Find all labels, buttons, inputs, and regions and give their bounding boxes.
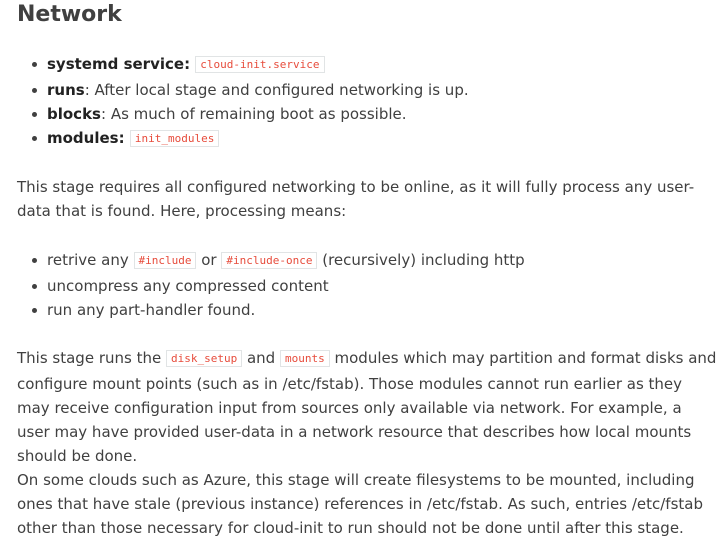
list-item bbox=[47, 126, 469, 152]
item-label: modules bbox=[47, 129, 119, 147]
item-separator: : bbox=[100, 105, 111, 123]
paragraph: On some clouds such as Azure, this stage will create filesystems to be mounted, including ones that have stale (previous instance) references in /etc/fstab. As such, entries /etc/fstab other than those necessary for cloud-init to run should not be done until after this stage. bbox=[17, 471, 703, 537]
inline-code: cloud-init.service bbox=[195, 56, 324, 73]
processing-list bbox=[47, 248, 525, 322]
inline-code: #include bbox=[134, 252, 197, 269]
item-separator: : bbox=[118, 129, 130, 147]
list-item bbox=[47, 52, 469, 78]
list-item bbox=[47, 78, 469, 102]
list-item: run any part-handler found. bbox=[47, 298, 525, 322]
paragraph: This stage requires all configured networking to be online, as it will fully process any user-data that is found. Here, processing means: bbox=[17, 178, 695, 220]
inline-code: #include-once bbox=[221, 252, 317, 269]
item-text: retrive any bbox=[47, 251, 134, 269]
item-text: (recursively) including http bbox=[317, 251, 525, 269]
item-label: runs bbox=[47, 81, 85, 99]
paragraph bbox=[17, 346, 717, 468]
paragraph-text: modules which may partition and format disks and configure mount points (such as in /etc/fstab). Those modules cannot run earlier as they may receive configuration input from sources only available via network. For example, a user may have provided user-data in a network resource that describes how local mounts should be done. bbox=[17, 349, 717, 465]
stage-properties-list bbox=[47, 52, 469, 152]
item-text: After local stage and configured networking is up. bbox=[94, 81, 469, 99]
item-text: As much of remaining boot as possible. bbox=[110, 105, 407, 123]
inline-code: mounts bbox=[280, 350, 330, 367]
item-text: or bbox=[196, 251, 222, 269]
item-separator: : bbox=[84, 81, 95, 99]
list-item: uncompress any compressed content bbox=[47, 274, 525, 298]
list-item bbox=[47, 248, 525, 274]
list-item bbox=[47, 102, 469, 126]
item-label: blocks bbox=[47, 105, 101, 123]
item-label: systemd service bbox=[47, 55, 185, 73]
inline-code: disk_setup bbox=[166, 350, 242, 367]
paragraph-text: and bbox=[242, 349, 280, 367]
inline-code: init_modules bbox=[130, 130, 219, 147]
section-heading: Network bbox=[17, 2, 122, 27]
item-separator: : bbox=[184, 55, 196, 73]
paragraph-text: This stage runs the bbox=[17, 349, 166, 367]
